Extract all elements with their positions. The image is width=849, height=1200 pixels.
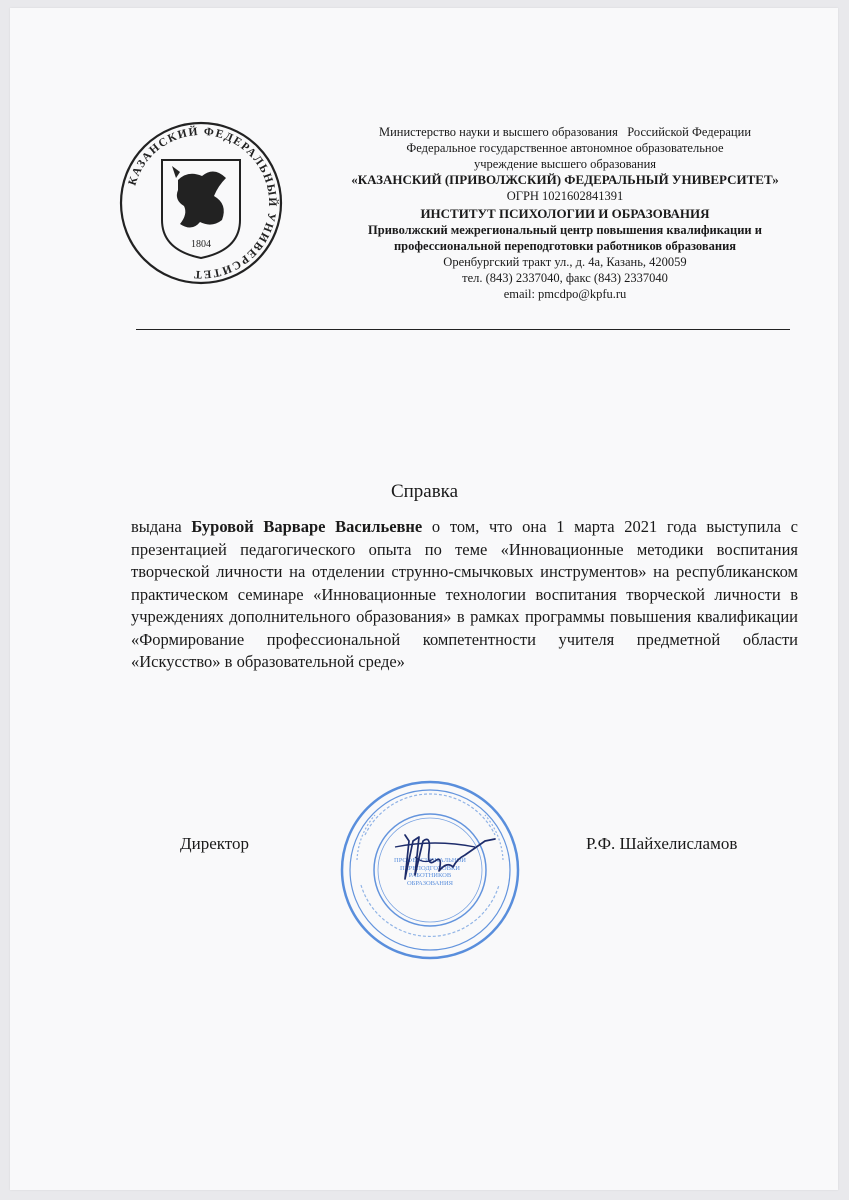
logo-year: 1804 bbox=[191, 239, 211, 250]
signer-name: Р.Ф. Шайхелисламов bbox=[586, 834, 738, 853]
university-logo bbox=[118, 120, 284, 286]
recipient-name: Буровой Варваре Васильевне bbox=[191, 517, 423, 536]
logo-ring-text: КАЗАНСКИЙ ФЕДЕРАЛЬНЫЙ УНИВЕРСИТЕТ bbox=[126, 125, 279, 281]
address-line: Оренбургский тракт ул., д. 4а, Казань, 420059 bbox=[443, 255, 687, 269]
institution-line-2: учреждение высшего образования bbox=[473, 157, 657, 171]
ministry-line: Министерство науки и высшего образования Российской Федерации bbox=[378, 125, 752, 139]
institute-name: ИНСТИТУТ ПСИХОЛОГИИ И ОБРАЗОВАНИЯ bbox=[420, 206, 710, 221]
university-name: «КАЗАНСКИЙ (ПРИВОЛЖСКИЙ) ФЕДЕРАЛЬНЫЙ УНИВЕРСИТЕТ» bbox=[351, 172, 779, 187]
phone-line: тел. (843) 2337040, факс (843) 2337040 bbox=[462, 271, 668, 285]
body-text: о том, что она 1 марта 2021 года выступила с презентацией педагогического опыта по теме «Инновационные методики воспитания творческой личности на отделении струнно-смычковых инструментов» на республиканском практическом семинаре «Инновационные технологии воспитания творческой личности в учреждениях дополнительного образования» в рамках программы повышения квалификации «Формирование профессиональной компетентности учителя предметной области «Искусство» в образовательной среде» bbox=[131, 517, 798, 671]
document-body bbox=[131, 516, 798, 674]
stamp-inner-text: ПРОФЕССИОНАЛЬНОЙ ПЕРЕПОДГОТОВКИ РАБОТНИКОВ ОБРАЗОВАНИЯ bbox=[394, 857, 466, 887]
center-line-2: профессиональной переподготовки работников образования bbox=[393, 239, 737, 253]
email-line: email: pmcdpo@kpfu.ru bbox=[503, 287, 627, 301]
body-intro: выдана bbox=[131, 517, 192, 536]
center-line-1: Приволжский межрегиональный центр повышения квалификации и bbox=[368, 223, 762, 237]
letterhead bbox=[315, 124, 815, 302]
document-title: Справка bbox=[390, 481, 459, 502]
signer-position: Директор bbox=[180, 834, 249, 853]
official-stamp bbox=[335, 775, 525, 965]
ogrn-line: ОГРН 1021602841391 bbox=[506, 189, 624, 203]
header-divider bbox=[136, 329, 790, 330]
institution-line-1: Федеральное государственное автономное образовательное bbox=[406, 141, 724, 155]
